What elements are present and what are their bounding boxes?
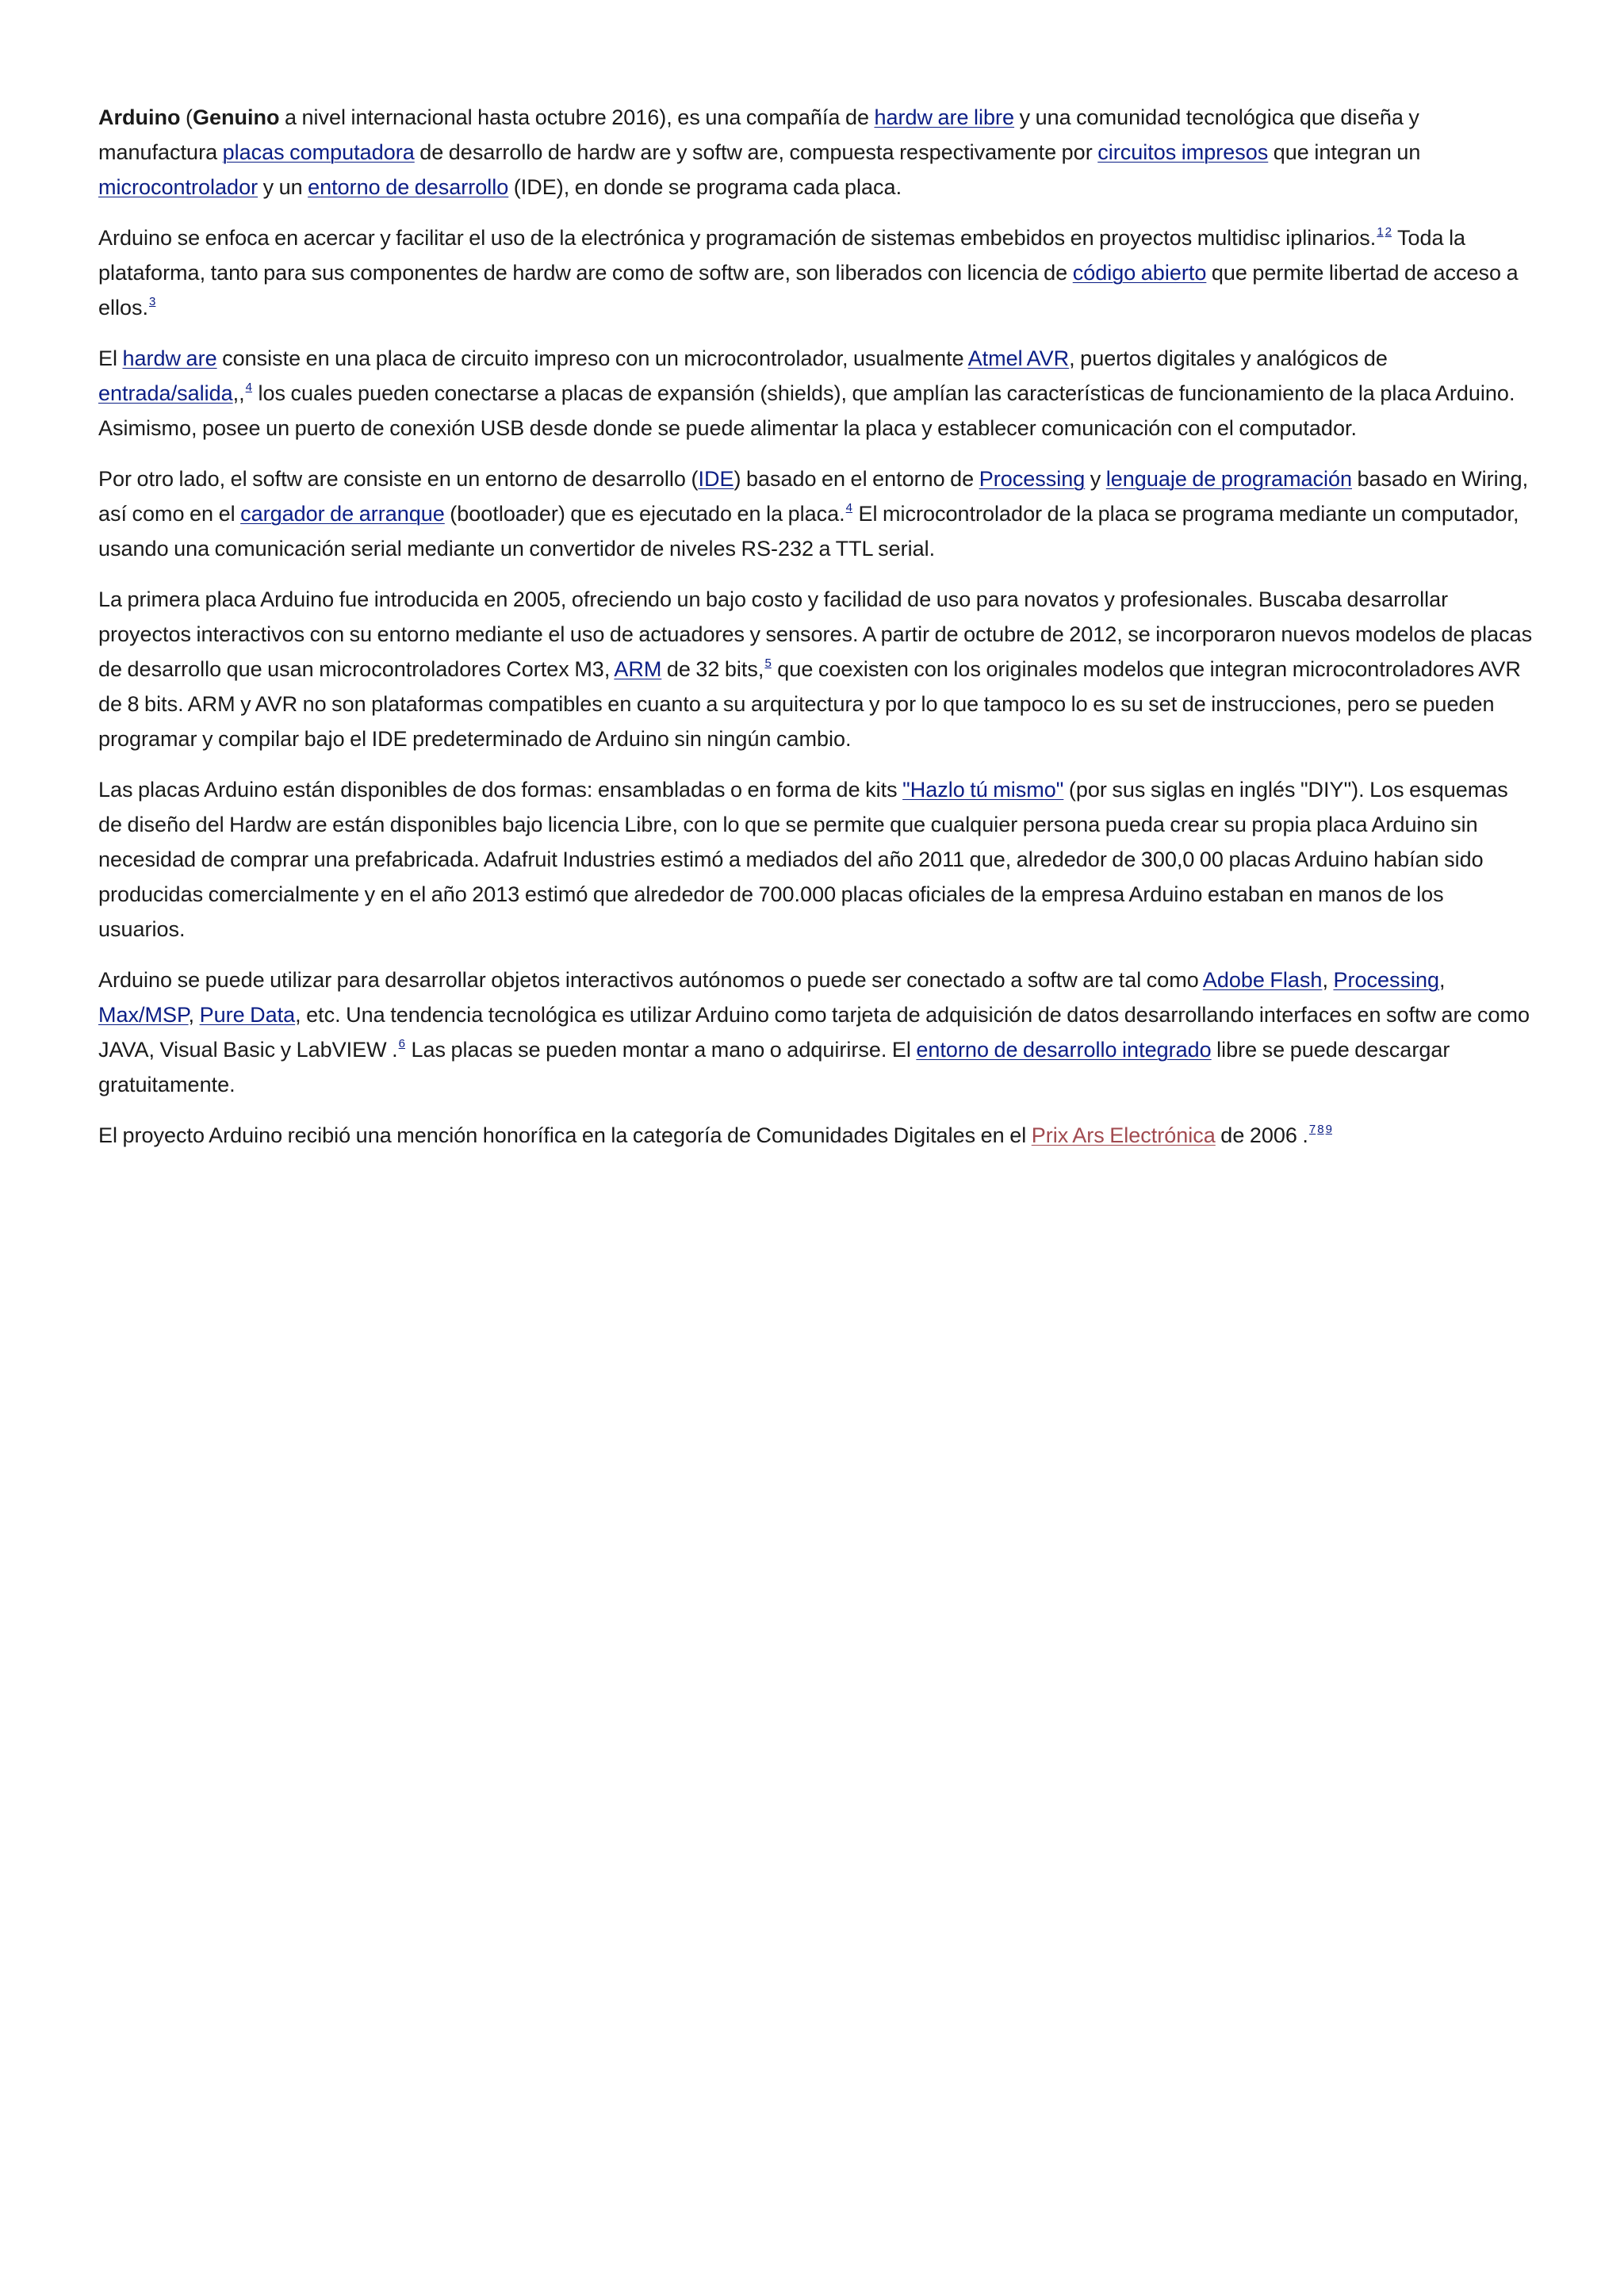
term-genuino: Genuino xyxy=(192,105,280,129)
link-prix-ars-electronica[interactable]: Prix Ars Electrónica xyxy=(1031,1123,1216,1147)
paragraph-placas: Las placas Arduino están disponibles de dos formas: ensambladas o en forma de kits "Hazlo tú mismo" (por sus siglas en inglés "DIY"). Los esquemas de diseño del Hardw are están disponibles bajo licencia Libre, con lo que se permite que cualquier persona pueda crear su propia placa Arduino sin necesidad de comprar una prefabricada. Adafruit Industries estimó a mediados del año 2011 que, alrededor de 300,0 00 placas Arduino habían sido producidas comercialmente y en el año 2013 estimó que alrededor de 700.000 placas oficiales de la empresa Arduino estaban en manos de los usuarios. xyxy=(98,778,1508,941)
link-entorno-de-desarrollo-integrado[interactable]: entorno de desarrollo integrado xyxy=(916,1038,1212,1062)
link-codigo-abierto[interactable]: código abierto xyxy=(1072,261,1207,285)
link-atmel-avr[interactable]: Atmel AVR xyxy=(967,346,1070,370)
article-body xyxy=(98,100,1534,1169)
ref-8[interactable]: 8 xyxy=(1317,1123,1324,1136)
ref-6[interactable]: 6 xyxy=(398,1037,405,1050)
ref-3[interactable]: 3 xyxy=(149,295,156,308)
paragraph-enfoque: Arduino se enfoca en acercar y facilitar el uso de la electrónica y programación de sistemas embebidos en proyectos multidisc iplinarios.$^1$ $^2$ Toda la plataforma, tanto para sus componentes de hardw are como de softw are, son liberados con licencia de código abierto que permite libertad de acceso a ellos.$^3$ xyxy=(98,225,1519,320)
link-ide[interactable]: IDE xyxy=(698,467,734,491)
link-hazlo-tu-mismo[interactable]: "Hazlo tú mismo" xyxy=(902,778,1064,802)
link-max-msp[interactable]: Max/MSP xyxy=(98,1003,189,1027)
link-entorno-de-desarrollo[interactable]: entorno de desarrollo xyxy=(308,175,509,199)
ref-1[interactable]: 1 xyxy=(1377,225,1384,239)
term-arduino: Arduino xyxy=(98,105,181,129)
ref-7[interactable]: 7 xyxy=(1308,1123,1316,1136)
link-placas-computadora[interactable]: placas computadora xyxy=(222,140,415,164)
ref-9[interactable]: 9 xyxy=(1325,1123,1332,1136)
link-circuitos-impresos[interactable]: circuitos impresos xyxy=(1097,140,1269,164)
link-arm[interactable]: ARM xyxy=(614,657,662,681)
paragraph-hardware: El hardw are consiste en una placa de circuito impreso con un microcontrolador, usualmente Atmel AVR, puertos digitales y analógicos de entrada/salida,,$^4$ los cuales pueden conectarse a placas de expansión (shields), que amplían las características de funcionamiento de la placa Arduino. Asimismo, posee un puerto de conexión USB desde donde se puede alimentar la placa y establecer comunicación con el computador. xyxy=(98,346,1515,440)
paragraph-historia: La primera placa Arduino fue introducida en 2005, ofreciendo un bajo costo y facilidad de uso para novatos y profesionales. Buscaba desarrollar proyectos interactivos con su entorno mediante el uso de actuadores y sensores. A partir de octubre de 2012, se incorporaron nuevos modelos de placas de desarrollo que usan microcontroladores Cortex M3, ARM de 32 bits,$^5$ que coexisten con los originales modelos que integran microcontroladores AVR de 8 bits. ARM y AVR no son plataformas compatibles en cuanto a su arquitectura y por lo que tampoco lo es su set de instrucciones, pero se pueden programar y compilar bajo el IDE predeterminado de Arduino sin ningún cambio. xyxy=(98,587,1533,751)
paragraph-premio: El proyecto Arduino recibió una mención honorífica en la categoría de Comunidades Digitales en el Prix Ars Electrónica de 2006 .$^7$ $^8$ $^9$ xyxy=(98,1123,1332,1147)
ref-5[interactable]: 5 xyxy=(764,656,772,670)
link-processing[interactable]: Processing xyxy=(979,467,1086,491)
link-microcontrolador[interactable]: microcontrolador xyxy=(98,175,259,199)
paragraph-usos: Arduino se puede utilizar para desarrollar objetos interactivos autónomos o puede ser conectado a softw are tal como Adobe Flash, Processing, Max/MSP, Pure Data, etc. Una tendencia tecnológica es utilizar Arduino como tarjeta de adquisición de datos desarrollando interfaces en softw are como JAVA, Visual Basic y LabVIEW .$^6$ Las placas se pueden montar a mano o adquirirse. El entorno de desarrollo integrado libre se puede descargar gratuitamente. xyxy=(98,968,1530,1096)
link-hardware[interactable]: hardw are xyxy=(122,346,217,370)
link-cargador-de-arranque[interactable]: cargador de arranque xyxy=(240,502,445,526)
link-pure-data[interactable]: Pure Data xyxy=(199,1003,296,1027)
ref-4[interactable]: 4 xyxy=(845,501,852,515)
link-processing-2[interactable]: Processing xyxy=(1333,968,1440,992)
paragraph-software: Por otro lado, el softw are consiste en un entorno de desarrollo (IDE) basado en el entorno de Processing y lenguaje de programación basado en Wiring, así como en el cargador de arranque (bootloader) que es ejecutado en la placa.$^4$ El microcontrolador de la placa se programa mediante un computador, usando una comunicación serial mediante un convertidor de niveles RS-232 a TTL serial. xyxy=(98,467,1529,561)
ref-4[interactable]: 4 xyxy=(245,381,252,394)
link-hardware-libre[interactable]: hardw are libre xyxy=(874,105,1015,129)
link-adobe-flash[interactable]: Adobe Flash xyxy=(1202,968,1323,992)
link-entrada-salida[interactable]: entrada/salida xyxy=(98,381,233,405)
ref-2[interactable]: 2 xyxy=(1385,225,1392,239)
paragraph-intro: Arduino (Genuino a nivel internacional hasta octubre 2016), es una compañía de hardw are libre y una comunidad tecnológica que diseña y manufactura placas computadora de desarrollo de hardw are y softw are, compuesta respectivamente por circuitos impresos que integran un microcontrolador y un entorno de desarrollo (IDE), en donde se programa cada placa. xyxy=(98,105,1421,199)
link-lenguaje-de-programacion[interactable]: lenguaje de programación xyxy=(1105,467,1352,491)
